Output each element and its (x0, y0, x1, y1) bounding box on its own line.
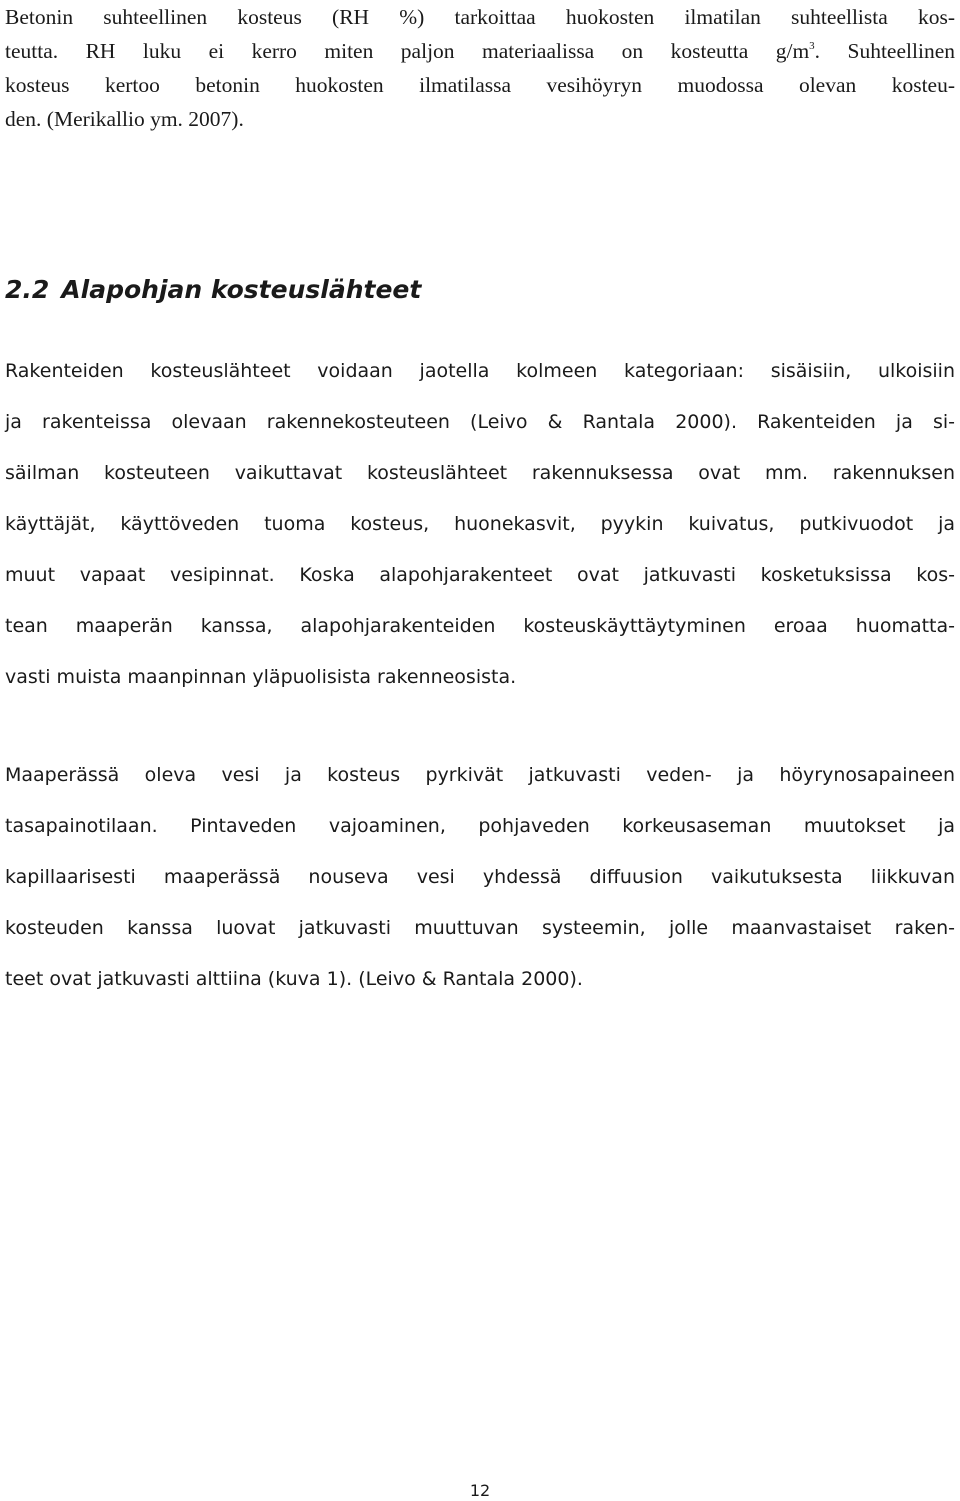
text-line: kosteuden kanssa luovat jatkuvasti muuttuvan systeemin, jolle maanvastaiset raken- (5, 917, 955, 939)
page-number: 12 (469, 1481, 491, 1500)
text-line: tean maaperän kanssa, alapohjarakenteiden kosteuskäyttäytyminen eroaa huomatta- (5, 615, 955, 637)
paragraph-soil-moisture (5, 750, 955, 1005)
text-line: muut vapaat vesipinnat. Koska alapohjarakenteet ovat jatkuvasti kosketuksissa kos- (5, 564, 955, 586)
text-line: Maaperässä oleva vesi ja kosteus pyrkivät jatkuvasti veden- ja höyrynosapaineen (5, 764, 955, 786)
paragraph-moisture-sources (5, 346, 955, 703)
text-line: vasti muista maanpinnan yläpuolisista rakenneosista. (5, 666, 517, 688)
text-line (5, 34, 955, 68)
text-line-segment: teutta. RH luku ei kerro miten paljon materiaalissa on kosteutta g/m (5, 39, 810, 63)
text-line: Rakenteiden kosteuslähteet voidaan jaotella kolmeen kategoriaan: sisäisiin, ulkoisiin (5, 360, 955, 382)
section-heading (5, 270, 421, 310)
text-line: käyttäjät, käyttöveden tuoma kosteus, huonekasvit, pyykin kuivatus, putkivuodot ja (5, 513, 955, 535)
text-line: den. (Merikallio ym. 2007). (5, 107, 244, 131)
text-line: kapillaarisesti maaperässä nouseva vesi yhdessä diffuusion vaikutuksesta liikkuvan (5, 866, 955, 888)
text-line: säilman kosteuteen vaikuttavat kosteuslähteet rakennuksessa ovat mm. rakennuksen (5, 462, 955, 484)
text-line: tasapainotilaan. Pintaveden vajoaminen, pohjaveden korkeusaseman muutokset ja (5, 815, 955, 837)
text-line: kosteus kertoo betonin huokosten ilmatilassa vesihöyryn muodossa olevan kosteu- (5, 73, 955, 97)
section-title: Alapohjan kosteuslähteet (61, 275, 422, 304)
paragraph-relative-humidity (5, 0, 955, 136)
text-line: ja rakenteissa olevaan rakennekosteuteen (Leivo & Rantala 2000). Rakenteiden ja si- (5, 411, 955, 433)
text-line-segment: . Suhteellinen (814, 39, 955, 63)
section-number: 2.2 (5, 275, 50, 304)
text-line: Betonin suhteellinen kosteus (RH %) tarkoittaa huokosten ilmatilan suhteellista kos- (5, 5, 955, 29)
superscript: 3 (809, 40, 815, 52)
text-line: teet ovat jatkuvasti alttiina (kuva 1). (Leivo & Rantala 2000). (5, 968, 583, 990)
